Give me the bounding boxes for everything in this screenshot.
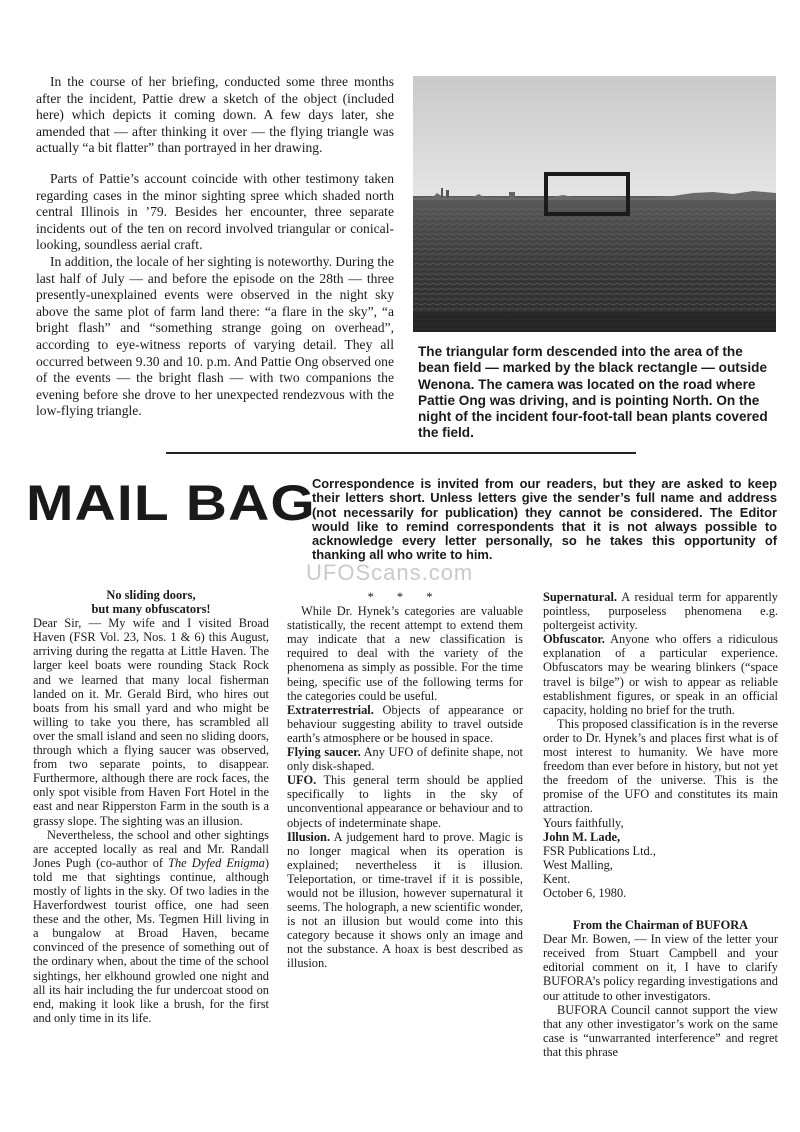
bean-field-photo [413, 76, 776, 332]
sign-off: Yours faithfully, [543, 815, 624, 830]
letter-paragraph: BUFORA Council cannot support the view that any other investigator’s work on the same case is “unwarranted interference” and regret that this phrase [543, 1002, 778, 1059]
book-title: The Dyfed Enigma [168, 855, 265, 870]
address-line: West Malling, [543, 857, 613, 872]
author-name-text: John M. Lade, [543, 829, 621, 844]
signature-block [543, 816, 778, 901]
term: UFO. [287, 773, 317, 788]
term-definition [287, 773, 523, 829]
article-paragraph: Parts of Pattie’s account coincide with other testimony taken regarding cases in the minor sighting spree which shaded north central Illinois in ’79. Besides her encounter, three separate incidents out of the ten on record involved triangular or conical-looking, soundless aerial craft. [36, 170, 394, 253]
text-span: ) told me that sightings continue, although mostly of lights in the sky. Of two ladies in the Haverfordwest tourist office, one had seen these and the other, Ms. Tegmen Hill living in a bungalow at Broad Haven, became convinced of the presence of something out of the ordinary when, about the time of the school sightings, her elkhound growled one night and all its hair including the fur undercoat stood on end, making it look like a brush, for the first and only time in its life. [33, 855, 270, 1025]
text-span: Nevertheless, the school and other sightings are accepted locally as real and Mr. Randall Jones Pugh (co-author of [33, 827, 269, 870]
letter-heading-line: No sliding doors, [106, 588, 196, 602]
term-text: A residual term for apparently pointless, purposeless phenomena e.g. poltergeist activity. [543, 590, 778, 633]
letter-paragraph: While Dr. Hynek’s categories are valuable statistically, the recent attempt to extend them may indicate that a new classification is required to deal with the variety of the phenomena as simply as possible. For the time being, specific use of the following terms for the categories could be useful. [287, 604, 523, 703]
term-definition [287, 830, 523, 971]
term-text: A judgement hard to prove. Magic is no longer magical when its operation is explained; nevertheless it is illusion. Teleportation, or time-travel if it is possible, would not be illusion, however supernatural it seems. The holograph, a new scientific wonder, is not an illusion but would come into this category because it shows only an image and not the substance. A hoax is best described as illusion. [287, 829, 523, 971]
term: Illusion. [287, 829, 331, 844]
term-text: Anyone who offers a ridiculous explanation of a particular experience. Obfuscators may be wearing blinkers (“space travel is bilge”) or wish to appear as reliable establishment figures, or speak in an official capacity, holding no brief for the truth. [543, 632, 778, 717]
letter-heading [33, 588, 269, 616]
letter-date: October 6, 1980. [543, 885, 627, 900]
term: Flying saucer. [287, 745, 361, 760]
column-1 [33, 588, 269, 1025]
article-continuation [36, 74, 394, 420]
article-paragraph: In addition, the locale of her sighting is noteworthy. During the last half of July — and before the episode on the 28th — three presently-unexplained events were observed in the night sky above the same plot of farm land there: “a flare in the sky”, “a bright flash” and “something strange going on overhead”, according to eye-witness reports of varying detail. They all occurred between 9.30 and 10. p.m. And Pattie Ong observed one of the events — the bright flash — with two companions the evening before she drove to her unexpected rendezvous with the low-flying triangle. [36, 253, 394, 419]
article-paragraph: In the course of her briefing, conducted some three months after the incident, Pattie drew a sketch of the object (included here) which depicts it coming down. A few days later, she amended that — after thinking it over — the flying triangle was actually “a bit flatter” than portrayed in her drawing. [36, 74, 394, 156]
term: Obfuscator. [543, 632, 605, 647]
section-stars: * * * [367, 590, 443, 604]
term: Extraterrestrial. [287, 702, 374, 717]
term-definition [543, 632, 778, 717]
section-divider [166, 452, 636, 454]
watermark: UFOScans.com [306, 560, 474, 585]
letter-paragraph: Dear Sir, — My wife and I visited Broad Haven (FSR Vol. 23, Nos. 1 & 6) this August, arriving during the regatta at Little Haven. The larger keel boats were rounding Stack Rock and we learned that many local fisherman landed on it. Mr. Gerald Bird, who hires out boats from his small yard and who might be willing to take you there, has scrambled all over the small island and seen no sliding doors, through which a flying saucer was observed, from two separate points, to disappear. Furthermore, although there are rock faces, the only spot visible from Haven Fort Hotel in the east and near Ripperston Farm in the south is a grassy slope. The sighting was an illusion. [33, 616, 269, 828]
term: Supernatural. [543, 590, 618, 604]
letter-paragraph: Dear Mr. Bowen, — In view of the letter your received from Stuart Campbell and your editorial comment on it, I have to clarify BUFORA’s policy regarding investigations and our attitude to other investigators. [543, 932, 778, 1003]
term-text: Any UFO of definite shape, not only disk-shaped. [287, 745, 523, 774]
term-definition [543, 590, 778, 632]
term-definition [287, 745, 523, 773]
term-text: Objects of appearance or behaviour suggesting ability to travel outside earth’s atmosphere or be housed in space. [287, 702, 523, 745]
photo-caption: The triangular form descended into the area of the bean field — marked by the black rectangle — outside Wenona. The camera was located on the road where Pattie Ong was driving, and is pointing North. On the night of the incident four-foot-tall bean plants covered the field. [418, 344, 768, 441]
term-text: This general term should be applied specifically to lights in the sky of unconventional appearance or behaviour and to objects of indeterminate shape. [287, 773, 523, 830]
letter-heading-line: but many obfuscators! [91, 602, 211, 617]
term-definition [287, 703, 523, 745]
address-line: Kent. [543, 871, 571, 886]
mailbag-intro: Correspondence is invited from our readers, but they are asked to keep their letters short. Unless letters give the sender’s full name and address (not necessarily for publication) they cannot be considered. The Editor would like to remind correspondents that it is not always possible to acknowledge every letter personally, so he takes this opportunity of thanking all who write to him. [312, 476, 777, 563]
column-3 [543, 590, 778, 1059]
column-2 [287, 590, 523, 971]
letter-paragraph: This proposed classification is in the reverse order to Dr. Hynek’s and places first what is of most interest to humanity. We have more freedom than ever before in history, but not yet the freedom of the universe. This is the promise of the UFO and constitutes its main attraction. [543, 716, 778, 816]
letter-paragraph [33, 828, 269, 1025]
author-name [543, 830, 778, 844]
section-title: MAIL BAG [26, 475, 316, 531]
letter-heading: From the Chairman of BUFORA [572, 918, 749, 933]
address-line: FSR Publications Ltd., [543, 843, 656, 858]
